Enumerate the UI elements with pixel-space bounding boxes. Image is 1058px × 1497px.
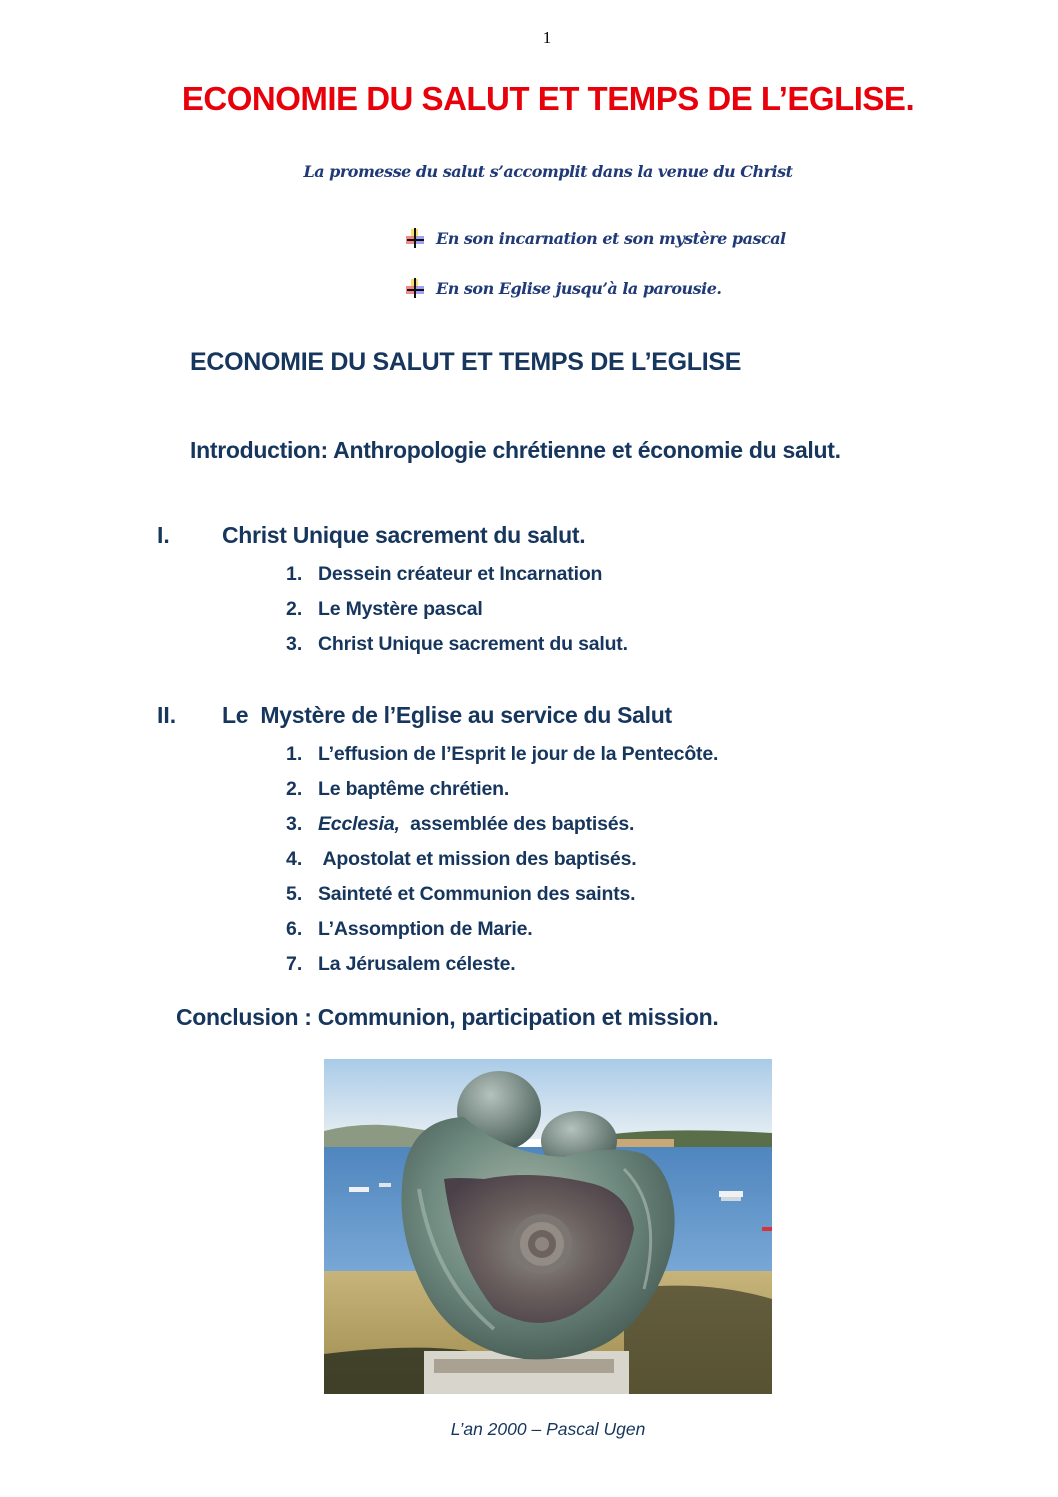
list-item-rest: assemblée des baptisés. [399, 813, 635, 835]
list-item: L’Assomption de Marie. [318, 918, 533, 940]
list-item-italic: Ecclesia, [318, 813, 400, 835]
list-item: Apostolat et mission des baptisés. [318, 848, 637, 870]
list-item [318, 813, 634, 836]
list-item: Sainteté et Communion des saints. [318, 883, 636, 905]
page-number: 1 [542, 28, 552, 47]
cross-bullet-icon [404, 227, 426, 249]
item-number: 3. [286, 633, 303, 655]
cross-bullet-icon [404, 277, 426, 299]
item-number: 5. [286, 883, 303, 905]
bullet-text: En son Eglise jusqu’à la parousie. [436, 278, 722, 298]
item-number: 7. [286, 953, 303, 975]
section-heading: ECONOMIE DU SALUT ET TEMPS DE L’EGLISE [190, 348, 742, 376]
item-number: 4. [286, 848, 303, 870]
item-number: 1. [286, 563, 303, 585]
item-number: 1. [286, 743, 303, 765]
section-title: Le Mystère de l’Eglise au service du Salut [222, 702, 672, 728]
sculpture-photo [324, 1059, 772, 1394]
bullet-item [404, 227, 786, 249]
list-item: Dessein créateur et Incarnation [318, 563, 603, 585]
list-item: Christ Unique sacrement du salut. [318, 633, 628, 655]
bullet-item [404, 277, 721, 299]
section-numeral: II. [157, 702, 177, 728]
main-title: ECONOMIE DU SALUT ET TEMPS DE L’EGLISE. [181, 80, 915, 117]
item-number: 6. [286, 918, 303, 940]
item-number: 2. [286, 778, 303, 800]
conclusion-heading: Conclusion : Communion, participation et mission. [176, 1004, 719, 1030]
item-number: 2. [286, 598, 303, 620]
photo-caption: L’an 2000 – Pascal Ugen [450, 1419, 646, 1439]
section-numeral: I. [157, 522, 170, 548]
introduction-heading: Introduction: Anthropologie chrétienne et économie du salut. [190, 437, 841, 463]
section-title: Christ Unique sacrement du salut. [222, 522, 586, 548]
bullet-text: En son incarnation et son mystère pascal [436, 228, 786, 248]
item-number: 3. [286, 813, 303, 835]
list-item: Le baptême chrétien. [318, 778, 510, 800]
list-item: Le Mystère pascal [318, 598, 483, 620]
subtitle: La promesse du salut s’accomplit dans la venue du Christ [303, 162, 793, 181]
list-item: La Jérusalem céleste. [318, 953, 516, 975]
list-item: L’effusion de l’Esprit le jour de la Pentecôte. [318, 743, 719, 765]
